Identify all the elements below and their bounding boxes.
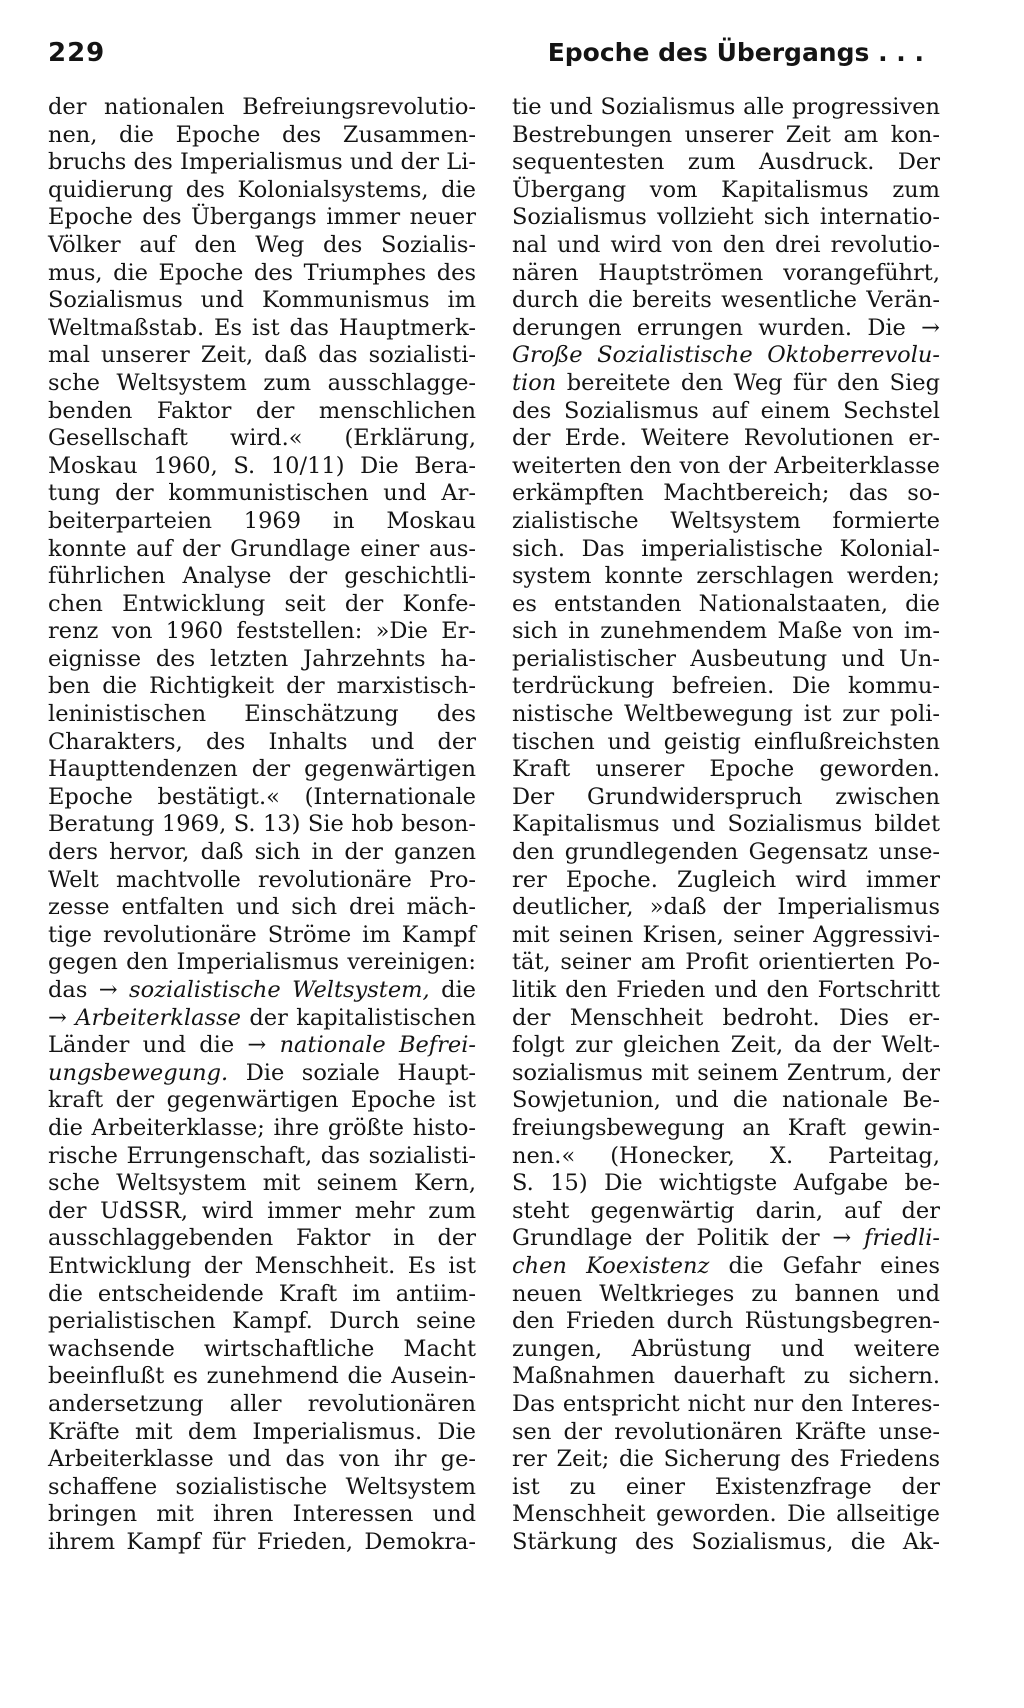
- text-line: Übergang vom Kapitalismus zum: [512, 176, 940, 203]
- text-line: benden Faktor der menschlichen: [48, 397, 476, 424]
- text-line: den grundlegenden Gegensatz unse-: [512, 839, 940, 866]
- text-line: Bestrebungen unserer Zeit am kon-: [512, 121, 940, 148]
- text-line: [512, 342, 940, 370]
- text-line: der Menschheit bedroht. Dies er-: [512, 1004, 940, 1031]
- text-line: durch die bereits wesentliche Verän-: [512, 287, 940, 314]
- text-line: tät, seiner am Profit orientierten Po-: [512, 949, 940, 976]
- text-line: weiterten den von der Arbeiterklasse: [512, 452, 940, 479]
- text-line: derungen errungen wurden. Die →: [512, 314, 940, 341]
- text-line: die Arbeiterklasse; ihre größte histo-: [48, 1114, 476, 1141]
- text-line: freiungsbewegung an Kraft gewin-: [512, 1114, 940, 1141]
- text-line: bringen mit ihren Interessen und: [48, 1501, 476, 1528]
- text-line: Sozialismus vollzieht sich internatio-: [512, 204, 940, 231]
- text-line: Der Grundwiderspruch zwischen: [512, 783, 940, 810]
- text-line: chen Entwicklung seit der Konfe-: [48, 590, 476, 617]
- text-line: [48, 977, 476, 1005]
- text-line: perialistischen Kampf. Durch seine: [48, 1308, 476, 1335]
- text-line: sche Weltsystem mit seinem Kern,: [48, 1170, 476, 1197]
- text-line: [48, 1005, 476, 1033]
- text-line: erkämpften Machtbereich; das so-: [512, 480, 940, 507]
- page-header: [48, 36, 924, 76]
- text-line: Sozialismus und Kommunismus im: [48, 287, 476, 314]
- text-run: Die soziale Haupt-: [228, 1059, 476, 1086]
- text-line: perialistischer Ausbeutung und Un-: [512, 645, 940, 672]
- text-line: steht gegenwärtig darin, auf der: [512, 1197, 940, 1224]
- text-run: bereitete den Weg für den Sieg: [556, 369, 940, 396]
- text-line: Entwicklung der Menschheit. Es ist: [48, 1252, 476, 1279]
- text-line: mal unserer Zeit, daß das sozialisti-: [48, 342, 476, 369]
- text-line: gegen den Imperialismus vereinigen:: [48, 949, 476, 976]
- text-line: ist zu einer Existenzfrage der: [512, 1473, 940, 1500]
- text-line: Haupttendenzen der gegenwärtigen: [48, 756, 476, 783]
- italic-term: nationale Befrei-: [279, 1032, 476, 1059]
- text-line: sich in zunehmendem Maße von im-: [512, 618, 940, 645]
- right-text-column: [512, 94, 940, 1556]
- text-line: Welt machtvolle revolutionäre Pro-: [48, 866, 476, 893]
- text-line: schaffene sozialistische Weltsystem: [48, 1473, 476, 1500]
- left-text-column: [48, 94, 476, 1556]
- text-line: S. 15) Die wichtigste Aufgabe be-: [512, 1170, 940, 1197]
- text-line: rer Zeit; die Sicherung des Friedens: [512, 1446, 940, 1473]
- text-line: tige revolutionäre Ströme im Kampf: [48, 921, 476, 948]
- text-line: bruchs des Imperialismus und der Li-: [48, 149, 476, 176]
- text-line: Arbeiterklasse und das von ihr ge-: [48, 1446, 476, 1473]
- text-line: führlichen Analyse der geschichtli-: [48, 563, 476, 590]
- text-line: nen.« (Honecker, X. Parteitag,: [512, 1142, 940, 1169]
- italic-term: tion: [512, 369, 557, 396]
- text-line: Kräfte mit dem Imperialismus. Die: [48, 1418, 476, 1445]
- text-line: [512, 370, 940, 398]
- text-line: tischen und geistig einflußreichsten: [512, 728, 940, 755]
- text-line: Maßnahmen dauerhaft zu sichern.: [512, 1363, 940, 1390]
- text-line: [512, 1225, 940, 1253]
- text-line: wachsende wirtschaftliche Macht: [48, 1335, 476, 1362]
- text-line: die entscheidende Kraft im antiim-: [48, 1280, 476, 1307]
- text-line: ausschlaggebenden Faktor in der: [48, 1225, 476, 1252]
- text-line: mus, die Epoche des Triumphes des: [48, 259, 476, 286]
- page-number: 229: [48, 38, 106, 68]
- text-line: Charakters, des Inhalts und der: [48, 728, 476, 755]
- text-line: Beratung 1969, S. 13) Sie hob beson-: [48, 811, 476, 838]
- text-line: ders hervor, daß sich in der ganzen: [48, 839, 476, 866]
- text-line: konnte auf der Grundlage einer aus-: [48, 535, 476, 562]
- italic-term: Große Sozialistische Oktoberrevolu-: [512, 342, 940, 369]
- text-line: Gesellschaft wird.« (Erklärung,: [48, 425, 476, 452]
- text-line: [512, 1253, 940, 1281]
- text-line: Weltmaßstab. Es ist das Hauptmerk-: [48, 314, 476, 341]
- text-line: system konnte zerschlagen werden;: [512, 563, 940, 590]
- text-line: Kraft unserer Epoche geworden.: [512, 756, 940, 783]
- text-line: beeinflußt es zunehmend die Ausein-: [48, 1363, 476, 1390]
- text-line: rische Errungenschaft, das sozialisti-: [48, 1142, 476, 1169]
- text-line: nären Hauptströmen vorangeführt,: [512, 259, 940, 286]
- italic-term: ungsbewegung.: [48, 1059, 229, 1086]
- text-line: neuen Weltkrieges zu bannen und: [512, 1280, 940, 1307]
- text-line: andersetzung aller revolutionären: [48, 1390, 476, 1417]
- text-line: es entstanden Nationalstaaten, die: [512, 590, 940, 617]
- running-head: Epoche des Übergangs . . .: [547, 38, 924, 67]
- text-run: Länder und die →: [48, 1032, 280, 1059]
- text-line: Moskau 1960, S. 10/11) Die Bera-: [48, 452, 476, 479]
- text-line: mit seinen Krisen, seiner Aggressivi-: [512, 921, 940, 948]
- text-line: Epoche bestätigt.« (Internationale: [48, 783, 476, 810]
- text-line: der nationalen Befreiungsrevolutio-: [48, 94, 476, 120]
- text-line: der Erde. Weitere Revolutionen er-: [512, 425, 940, 452]
- text-line: ihrem Kampf für Frieden, Demokra-: [48, 1528, 476, 1555]
- text-line: renz von 1960 feststellen: »Die Er-: [48, 618, 476, 645]
- text-line: zialistische Weltsystem formierte: [512, 507, 940, 534]
- italic-term: chen Koexistenz: [512, 1252, 710, 1279]
- text-line: Kapitalismus und Sozialismus bildet: [512, 811, 940, 838]
- italic-term: sozialistische Weltsystem,: [129, 977, 430, 1003]
- text-line: sozialismus mit seinem Zentrum, der: [512, 1059, 940, 1086]
- text-run: der kapitalistischen: [240, 1004, 476, 1031]
- text-line: leninistischen Einschätzung des: [48, 701, 476, 728]
- text-run: die: [429, 977, 476, 1003]
- text-line: zungen, Abrüstung und weitere: [512, 1335, 940, 1362]
- text-line: tung der kommunistischen und Ar-: [48, 480, 476, 507]
- text-line: Epoche des Übergangs immer neuer: [48, 204, 476, 231]
- text-line: den Frieden durch Rüstungsbegren-: [512, 1308, 940, 1335]
- text-line: kraft der gegenwärtigen Epoche ist: [48, 1087, 476, 1114]
- text-line: eignisse des letzten Jahrzehnts ha-: [48, 645, 476, 672]
- text-line: Völker auf den Weg des Sozialis-: [48, 231, 476, 258]
- text-line: sich. Das imperialistische Kolonial-: [512, 535, 940, 562]
- text-line: sche Weltsystem zum ausschlagge-: [48, 369, 476, 396]
- text-line: zesse entfalten und sich drei mäch-: [48, 894, 476, 921]
- text-line: nal und wird von den drei revolutio-: [512, 231, 940, 258]
- text-line: deutlicher, »daß der Imperialismus: [512, 894, 940, 921]
- text-line: rer Epoche. Zugleich wird immer: [512, 866, 940, 893]
- italic-term: Arbeiterklasse: [75, 1004, 241, 1031]
- text-line: Menschheit geworden. Die allseitige: [512, 1501, 940, 1528]
- text-line: litik den Frieden und den Fortschritt: [512, 977, 940, 1003]
- italic-term: friedli-: [864, 1225, 940, 1252]
- text-line: des Sozialismus auf einem Sechstel: [512, 397, 940, 424]
- text-line: sequentesten zum Ausdruck. Der: [512, 149, 940, 176]
- text-line: der UdSSR, wird immer mehr zum: [48, 1197, 476, 1224]
- text-line: Das entspricht nicht nur den Interes-: [512, 1390, 940, 1417]
- text-line: beiterparteien 1969 in Moskau: [48, 507, 476, 534]
- text-run: Grundlage der Politik der →: [512, 1225, 864, 1252]
- text-line: [48, 1060, 476, 1088]
- text-line: nistische Weltbewegung ist zur poli-: [512, 701, 940, 728]
- text-run: die Gefahr eines: [709, 1252, 940, 1279]
- text-line: [48, 1032, 476, 1060]
- text-line: nen, die Epoche des Zusammen-: [48, 121, 476, 148]
- text-line: terdrückung befreien. Die kommu-: [512, 673, 940, 700]
- text-run: das →: [48, 977, 130, 1003]
- text-line: Sowjetunion, und die nationale Be-: [512, 1087, 940, 1114]
- text-line: folgt zur gleichen Zeit, da der Welt-: [512, 1032, 940, 1059]
- text-line: Stärkung des Sozialismus, die Ak-: [512, 1528, 940, 1555]
- text-line: tie und Sozialismus alle progressiven: [512, 94, 940, 120]
- text-line: sen der revolutionären Kräfte unse-: [512, 1418, 940, 1445]
- text-line: ben die Richtigkeit der marxistisch-: [48, 673, 476, 700]
- text-run: →: [48, 1004, 76, 1031]
- text-line: quidierung des Kolonialsystems, die: [48, 176, 476, 203]
